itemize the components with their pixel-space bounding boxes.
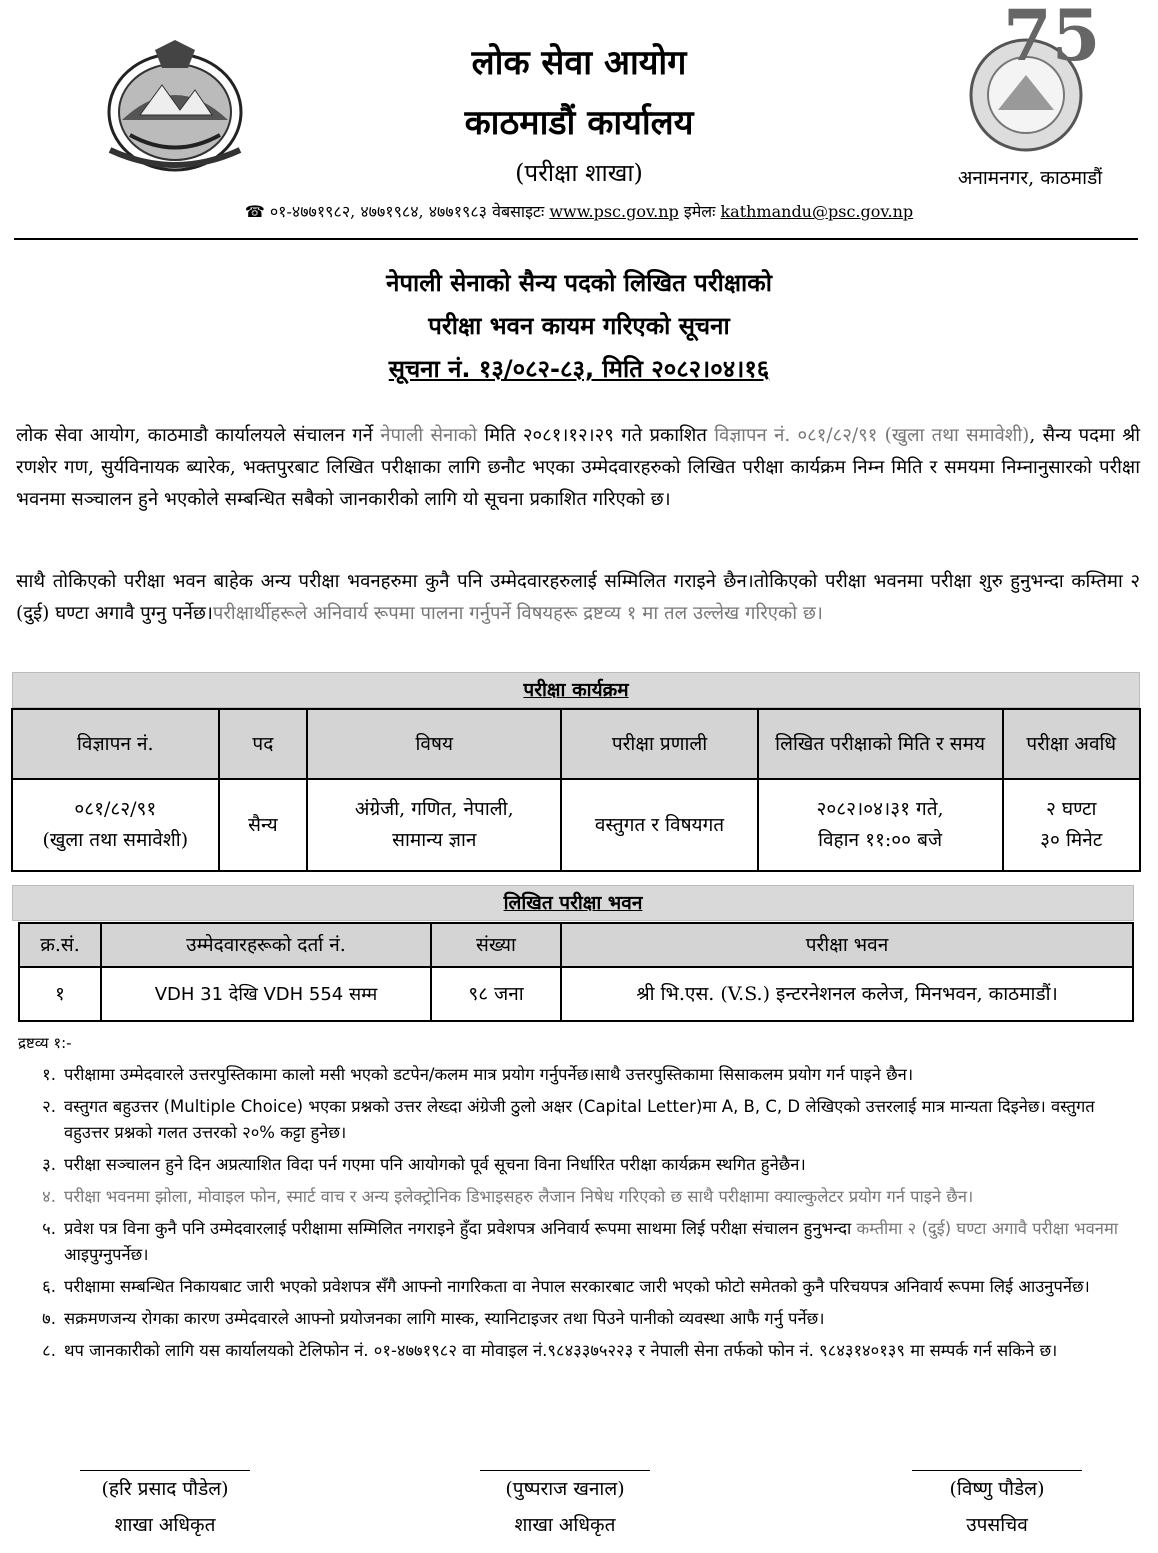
subject-cell [307, 779, 561, 871]
intro-paragraph [16, 420, 1140, 516]
signature-block [887, 1470, 1107, 1537]
email-label: इमेलः [683, 202, 716, 221]
instruction-paragraph [16, 566, 1140, 630]
schedule-col-date: लिखित परीक्षाको मिति र समय [758, 709, 1003, 779]
schedule-col-system: परीक्षा प्रणाली [561, 709, 757, 779]
venue-table [18, 922, 1134, 1022]
venue-hall: श्री भि.एस. (V.S.) इन्टरनेशनल कलेज, मिनभवन, काठमाडौं। [561, 967, 1133, 1021]
post-cell: सैन्य [219, 779, 308, 871]
office-name: काठमाडौं कार्यालय [464, 103, 694, 143]
signatory-name: (पुष्पराज खनाल) [505, 1478, 625, 1500]
intro-text-5: , सैन्य पदमा श्री रणशेर गण, सुर्यविनायक ब्यारेक, भक्तपुरबाट लिखित परीक्षाका लागि छनौट भएका उम्मेदवारहरुको लिखित परीक्षा कार्यक्रम निम्न मिति र समयमा निम्नानुसारको परीक्षा भवनमा सञ्चालन हुने भएकोले सम्बन्धित सबैको जानकारीको लागि यो सूचना प्रकाशित गरिएको छ। [16, 425, 1140, 510]
venue-heading-text: लिखित परीक्षा भवन [503, 892, 643, 914]
note-item [18, 1062, 1142, 1088]
notes-heading: द्रष्टव्य १:- [18, 1034, 72, 1052]
signature-block [455, 1470, 675, 1537]
schedule-ad-cell [12, 779, 219, 871]
note-item [18, 1152, 1142, 1178]
note-text: वस्तुगत बहुउत्तर (Multiple Choice) भएका प्रश्नको उत्तर लेख्दा अंग्रेजी ठुलो अक्षर (Capital Letter)मा A, B, C, D लेखिएको उत्तरलाई मात्र मान्यता दिइनेछ। वस्तुगत वहुउत्तर प्रश्नको गलत उत्तरको २०% कट्टा हुनेछ। [64, 1097, 1095, 1142]
exam-time: विहान ११:०० बजे [818, 829, 943, 851]
notice-title-1: नेपाली सेनाको सैन्य पदको लिखित परीक्षाको [386, 269, 772, 297]
signature-line [912, 1470, 1082, 1471]
phone-numbers: ☎ ०१-४७७१९८२, ४७७१९८४, ४७७१९८३ [244, 202, 487, 221]
subject-line-1: अंग्रेजी, गणित, नेपाली, [354, 798, 514, 820]
notice-number: सूचना नं. १३/०८२-८३, मिति २०८२।०४।१६ [388, 355, 770, 383]
email-link[interactable]: kathmandu@psc.gov.np [720, 202, 914, 221]
signatory-title: शाखा अधिकृत [514, 1514, 616, 1536]
website-label: वेबसाइटः [492, 202, 545, 221]
venue-count: ९८ जना [431, 967, 561, 1021]
note-item [18, 1216, 1142, 1268]
schedule-row [12, 779, 1140, 871]
note-item [18, 1338, 1142, 1364]
signature-line [480, 1470, 650, 1471]
note-number: ३. [42, 1155, 56, 1174]
note-text: थप जानकारीको लागि यस कार्यालयको टेलिफोन नं. ०१-४७७१९८२ वा मोवाइल नं.९८४३३७५२२३ र नेपाली सेना तर्फको फोन नं. ९८४३१४०१३९ मा सम्पर्क गर्न सकिने छ। [64, 1341, 1058, 1360]
duration-minutes: ३० मिनेट [1040, 829, 1103, 851]
signatory-title: उपसचिव [966, 1514, 1028, 1536]
exam-date: २०८२।०४।३१ गते, [816, 798, 944, 820]
intro-text-2: नेपाली सेनाको [380, 425, 478, 446]
instruction-text-2: परीक्षार्थीहरूले अनिवार्य रूपमा पालना गर्नुपर्ने विषयहरू द्रष्टव्य १ मा तल उल्लेख गरिएको छ। [212, 603, 823, 624]
venue-col-hall: परीक्षा भवन [561, 923, 1133, 967]
note-item [18, 1306, 1142, 1332]
schedule-col-duration: परीक्षा अवधि [1003, 709, 1141, 779]
note-text-highlight: कम्तीमा २ (दुई) घण्टा अगावै परीक्षा भवनमा [856, 1219, 1119, 1238]
note-text: आइपुग्नुपर्नेछ। [64, 1245, 149, 1264]
note-text: सक्रमणजन्य रोगका कारण उम्मेदवारले आफ्नो प्रयोजनका लागि मास्क, स्यानिटाइजर तथा पिउने पानीको व्यवस्था आफै गर्नु पर्नेछ। [64, 1309, 825, 1328]
note-text: परीक्षामा सम्बन्धित निकायबाट जारी भएको प्रवेशपत्र सँगै आफ्नो नागरिकता वा नेपाल सरकारबाट जारी भएको फोटो समेतको कुनै परिचयपत्र अनिवार्य रूपमा लिई आउनुपर्नेछ। [64, 1277, 1090, 1296]
contact-line [0, 200, 1158, 222]
note-number: १. [42, 1065, 56, 1084]
intro-text-1: लोक सेवा आयोग, काठमाडौ कार्यालयले संचालन गर्ने [16, 425, 381, 446]
signature-line [80, 1470, 250, 1471]
duration-cell [1003, 779, 1141, 871]
signatory-title: शाखा अधिकृत [114, 1514, 216, 1536]
svg-text:75: 75 [1003, 0, 1101, 77]
schedule-col-post: पद [219, 709, 308, 779]
venue-sn: १ [19, 967, 101, 1021]
note-number: ७. [42, 1309, 56, 1328]
header-divider [14, 238, 1138, 240]
schedule-heading [12, 672, 1140, 708]
note-text: परीक्षा भवनमा झोला, मोवाइल फोन, स्मार्ट वाच र अन्य इलेक्ट्रोनिक डिभाइसहरु लैजान निषेध गरिएको छ साथै परीक्षामा क्याल्कुलेटर प्रयोग गर्न पाइने छैन। [64, 1187, 974, 1206]
venue-heading [12, 885, 1134, 921]
instruction-text-1: साथै तोकिएको परीक्षा भवन बाहेक अन्य परीक्षा भवनहरुमा कुनै पनि उम्मेदवारहरुलाई सम्मिलित गराइने छैन।तोकिएको परीक्षा भवनमा परीक्षा शुरु हुनुभन्दा कम्तिमा २ (दुई) घण्टा अगावै पुग्नु पर्नेछ। [16, 571, 1140, 624]
note-item [18, 1274, 1142, 1300]
venue-header-row [19, 923, 1133, 967]
schedule-col-subject: विषय [307, 709, 561, 779]
notes-section [18, 1030, 1142, 1370]
date-cell [758, 779, 1003, 871]
note-item [18, 1184, 1142, 1210]
schedule-col-ad: विज्ञापन नं. [12, 709, 219, 779]
note-text: परीक्षामा उम्मेदवारले उत्तरपुस्तिकामा कालो मसी भएको डटपेन/कलम मात्र प्रयोग गर्नुपर्नेछ।साथै उत्तरपुस्तिकामा सिसाकलम प्रयोग गर्न पाइने छैन। [64, 1065, 914, 1084]
signatory-name: (विष्णु पौडेल) [949, 1478, 1045, 1500]
venue-row [19, 967, 1133, 1021]
venue-col-count: संख्या [431, 923, 561, 967]
note-number: ८. [42, 1341, 56, 1360]
ad-type: (खुला तथा समावेशी) [42, 829, 189, 851]
note-item [18, 1094, 1142, 1146]
intro-text-4: विज्ञापन नं. ०८१/८२/९१ (खुला तथा समावेशी) [714, 425, 1030, 446]
note-number: ४. [42, 1187, 56, 1206]
signature-block [55, 1470, 275, 1537]
website-link[interactable]: www.psc.gov.np [549, 202, 679, 221]
schedule-table [11, 708, 1141, 872]
duration-hours: २ घण्टा [1046, 798, 1097, 820]
branch-name: (परीक्षा शाखा) [515, 159, 643, 187]
intro-text-3: मिति २०८१।१२।२९ गते प्रकाशित [477, 425, 715, 446]
subject-line-2: सामान्य ज्ञान [392, 829, 477, 851]
note-text: प्रवेश पत्र विना कुनै पनि उम्मेदवारलाई परीक्षामा सम्मिलित नगराइने हुँदा प्रवेशपत्र अनिवार्य रूपमा साथमा लिई परीक्षा संचालन हुनुभन्दा [64, 1219, 857, 1238]
venue-col-sn: क्र.सं. [19, 923, 101, 967]
office-address: अनामनगर, काठमाडौं [957, 167, 1103, 189]
venue-reg-range: VDH 31 देखि VDH 554 सम्म [101, 967, 431, 1021]
org-name: लोक सेवा आयोग [471, 43, 687, 83]
signatory-name: (हरि प्रसाद पौडेल) [101, 1478, 229, 1500]
schedule-header-row [12, 709, 1140, 779]
notice-title-2: परीक्षा भवन कायम गरिएको सूचना [428, 312, 730, 340]
note-number: २. [42, 1097, 56, 1116]
note-number: ५. [42, 1219, 56, 1238]
schedule-heading-text: परीक्षा कार्यक्रम [523, 679, 629, 701]
venue-col-reg: उम्मेदवारहरूको दर्ता नं. [101, 923, 431, 967]
ad-number: ०८१/८२/९१ [74, 798, 157, 820]
system-cell: वस्तुगत र विषयगत [561, 779, 757, 871]
note-text: परीक्षा सञ्चालन हुने दिन अप्रत्याशित विदा पर्न गएमा पनि आयोगको पूर्व सूचना विना निर्धारित परीक्षा कार्यक्रम स्थगित हुनेछैन। [64, 1155, 806, 1174]
note-number: ६. [42, 1277, 56, 1296]
